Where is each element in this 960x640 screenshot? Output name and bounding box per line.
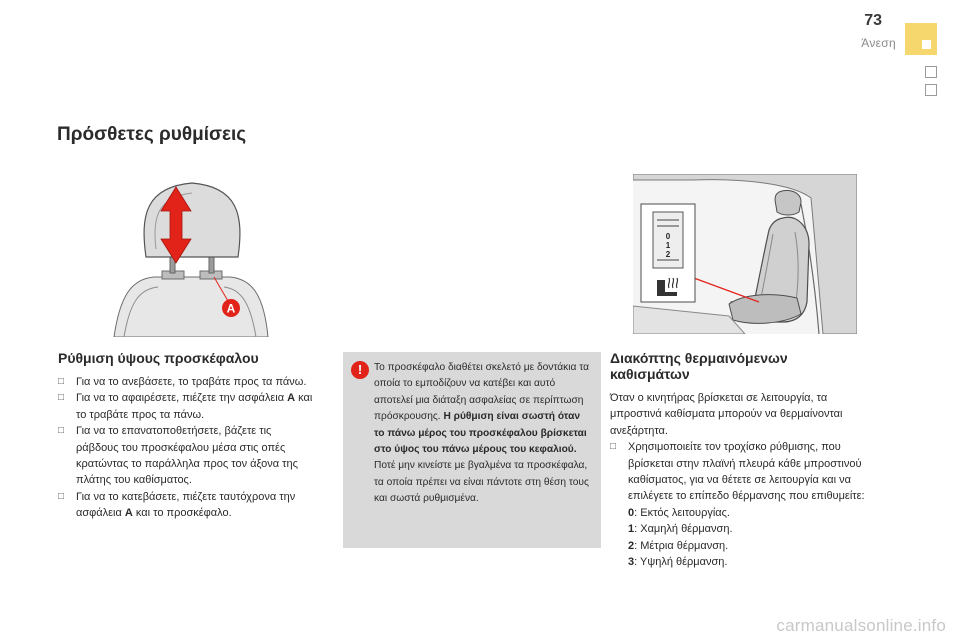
list-item: □ Για να το ανεβάσετε, το τραβάτε προς τα πάνω. — [58, 374, 316, 390]
section-name: Άνεση — [861, 36, 896, 50]
list-item — [610, 439, 870, 570]
warning-text-outro: Ποτέ μην κινείστε με βγαλμένα τα προσκέφαλα, τα οποία πρέπει να είναι πάντοτε στη θέση τους και σωστά ρυθμισμένα. — [374, 460, 589, 505]
footer-url[interactable]: carmanualsonline.info — [776, 616, 946, 635]
list-item: □ Για να το κατεβάσετε, πιέζετε ταυτόχρονα την ασφάλεια A και το προσκέφαλο. — [58, 489, 316, 522]
heated-seat-figure — [633, 174, 857, 334]
car-seat-illustration — [633, 174, 857, 334]
warning-note — [343, 352, 601, 548]
list-item: □ Για να το επανατοποθετήσετε, βάζετε τις ράβδους του προσκέφαλου μέσα στις οπές κρατώντας το παράλληλα προς τον άξονα της πλάτης του καθίσματος. — [58, 423, 316, 489]
heat-level-0: 0: Εκτός λειτουργίας. — [628, 506, 730, 519]
warning-icon: ! — [351, 361, 369, 379]
section-tab-box-2[interactable] — [925, 84, 937, 96]
heated-seats-body — [610, 390, 870, 570]
heat-level-2: 2: Μέτρια θέρμανση. — [628, 539, 729, 552]
headrest-steps-list — [58, 374, 316, 522]
list-item: □ Για να το αφαιρέσετε, πιέζετε την ασφάλεια A και το τραβάτε προς τα πάνω. — [58, 390, 316, 423]
warning-text-intro: Το προσκέφαλο διαθέτει σκελετό με δοντάκια τα οποία το εμποδίζουν να κατέβει και αυτό αποτελεί μια διάταξη ασφαλείας σε περίπτωση πρόσκρουσης. — [374, 362, 590, 423]
section-tab-box-1[interactable] — [925, 66, 937, 78]
heated-seats-title: Διακόπτης θερμαινόμενων καθισμάτων — [610, 350, 788, 382]
warning-text-bold: Η ρύθμιση είναι σωστή όταν το πάνω μέρος του προσκέφαλου βρίσκεται στο ύψος του πάνω μέρους του κεφαλιού. — [374, 411, 587, 456]
heating-dial-inset — [641, 204, 695, 302]
page-title: Πρόσθετες ρυθμίσεις — [57, 124, 247, 145]
dial-mark-2: 2 — [665, 250, 671, 259]
headrest-height-title: Ρύθμιση ύψους προσκέφαλου — [58, 350, 259, 366]
headrest-illustration — [110, 177, 270, 337]
dial-mark-1: 1 — [665, 241, 671, 250]
heated-seats-instruction: Χρησιμοποιείτε τον τροχίσκο ρύθμισης, που βρίσκεται στην πλαϊνή πλευρά κάθε μπροστινού καθίσματος, για να θέτετε σε λειτουργία και να επιλέγετε το επίπεδο θέρμανσης που επιθυμείτε: — [628, 441, 865, 503]
heated-seats-intro: Όταν ο κινητήρας βρίσκεται σε λειτουργία, τα μπροστινά καθίσματα μπορούν να θερμαίνονται ανεξάρτητα. — [610, 392, 843, 437]
callout-a-label: A — [226, 301, 236, 316]
heat-level-1: 1: Χαμηλή θέρμανση. — [628, 523, 733, 536]
page-number: 73 — [864, 12, 882, 29]
section-tab[interactable] — [905, 23, 937, 55]
heat-level-3: 3: Υψηλή θέρμανση. — [628, 556, 728, 569]
dial-mark-0: 0 — [665, 232, 671, 241]
headrest-figure — [110, 177, 270, 337]
